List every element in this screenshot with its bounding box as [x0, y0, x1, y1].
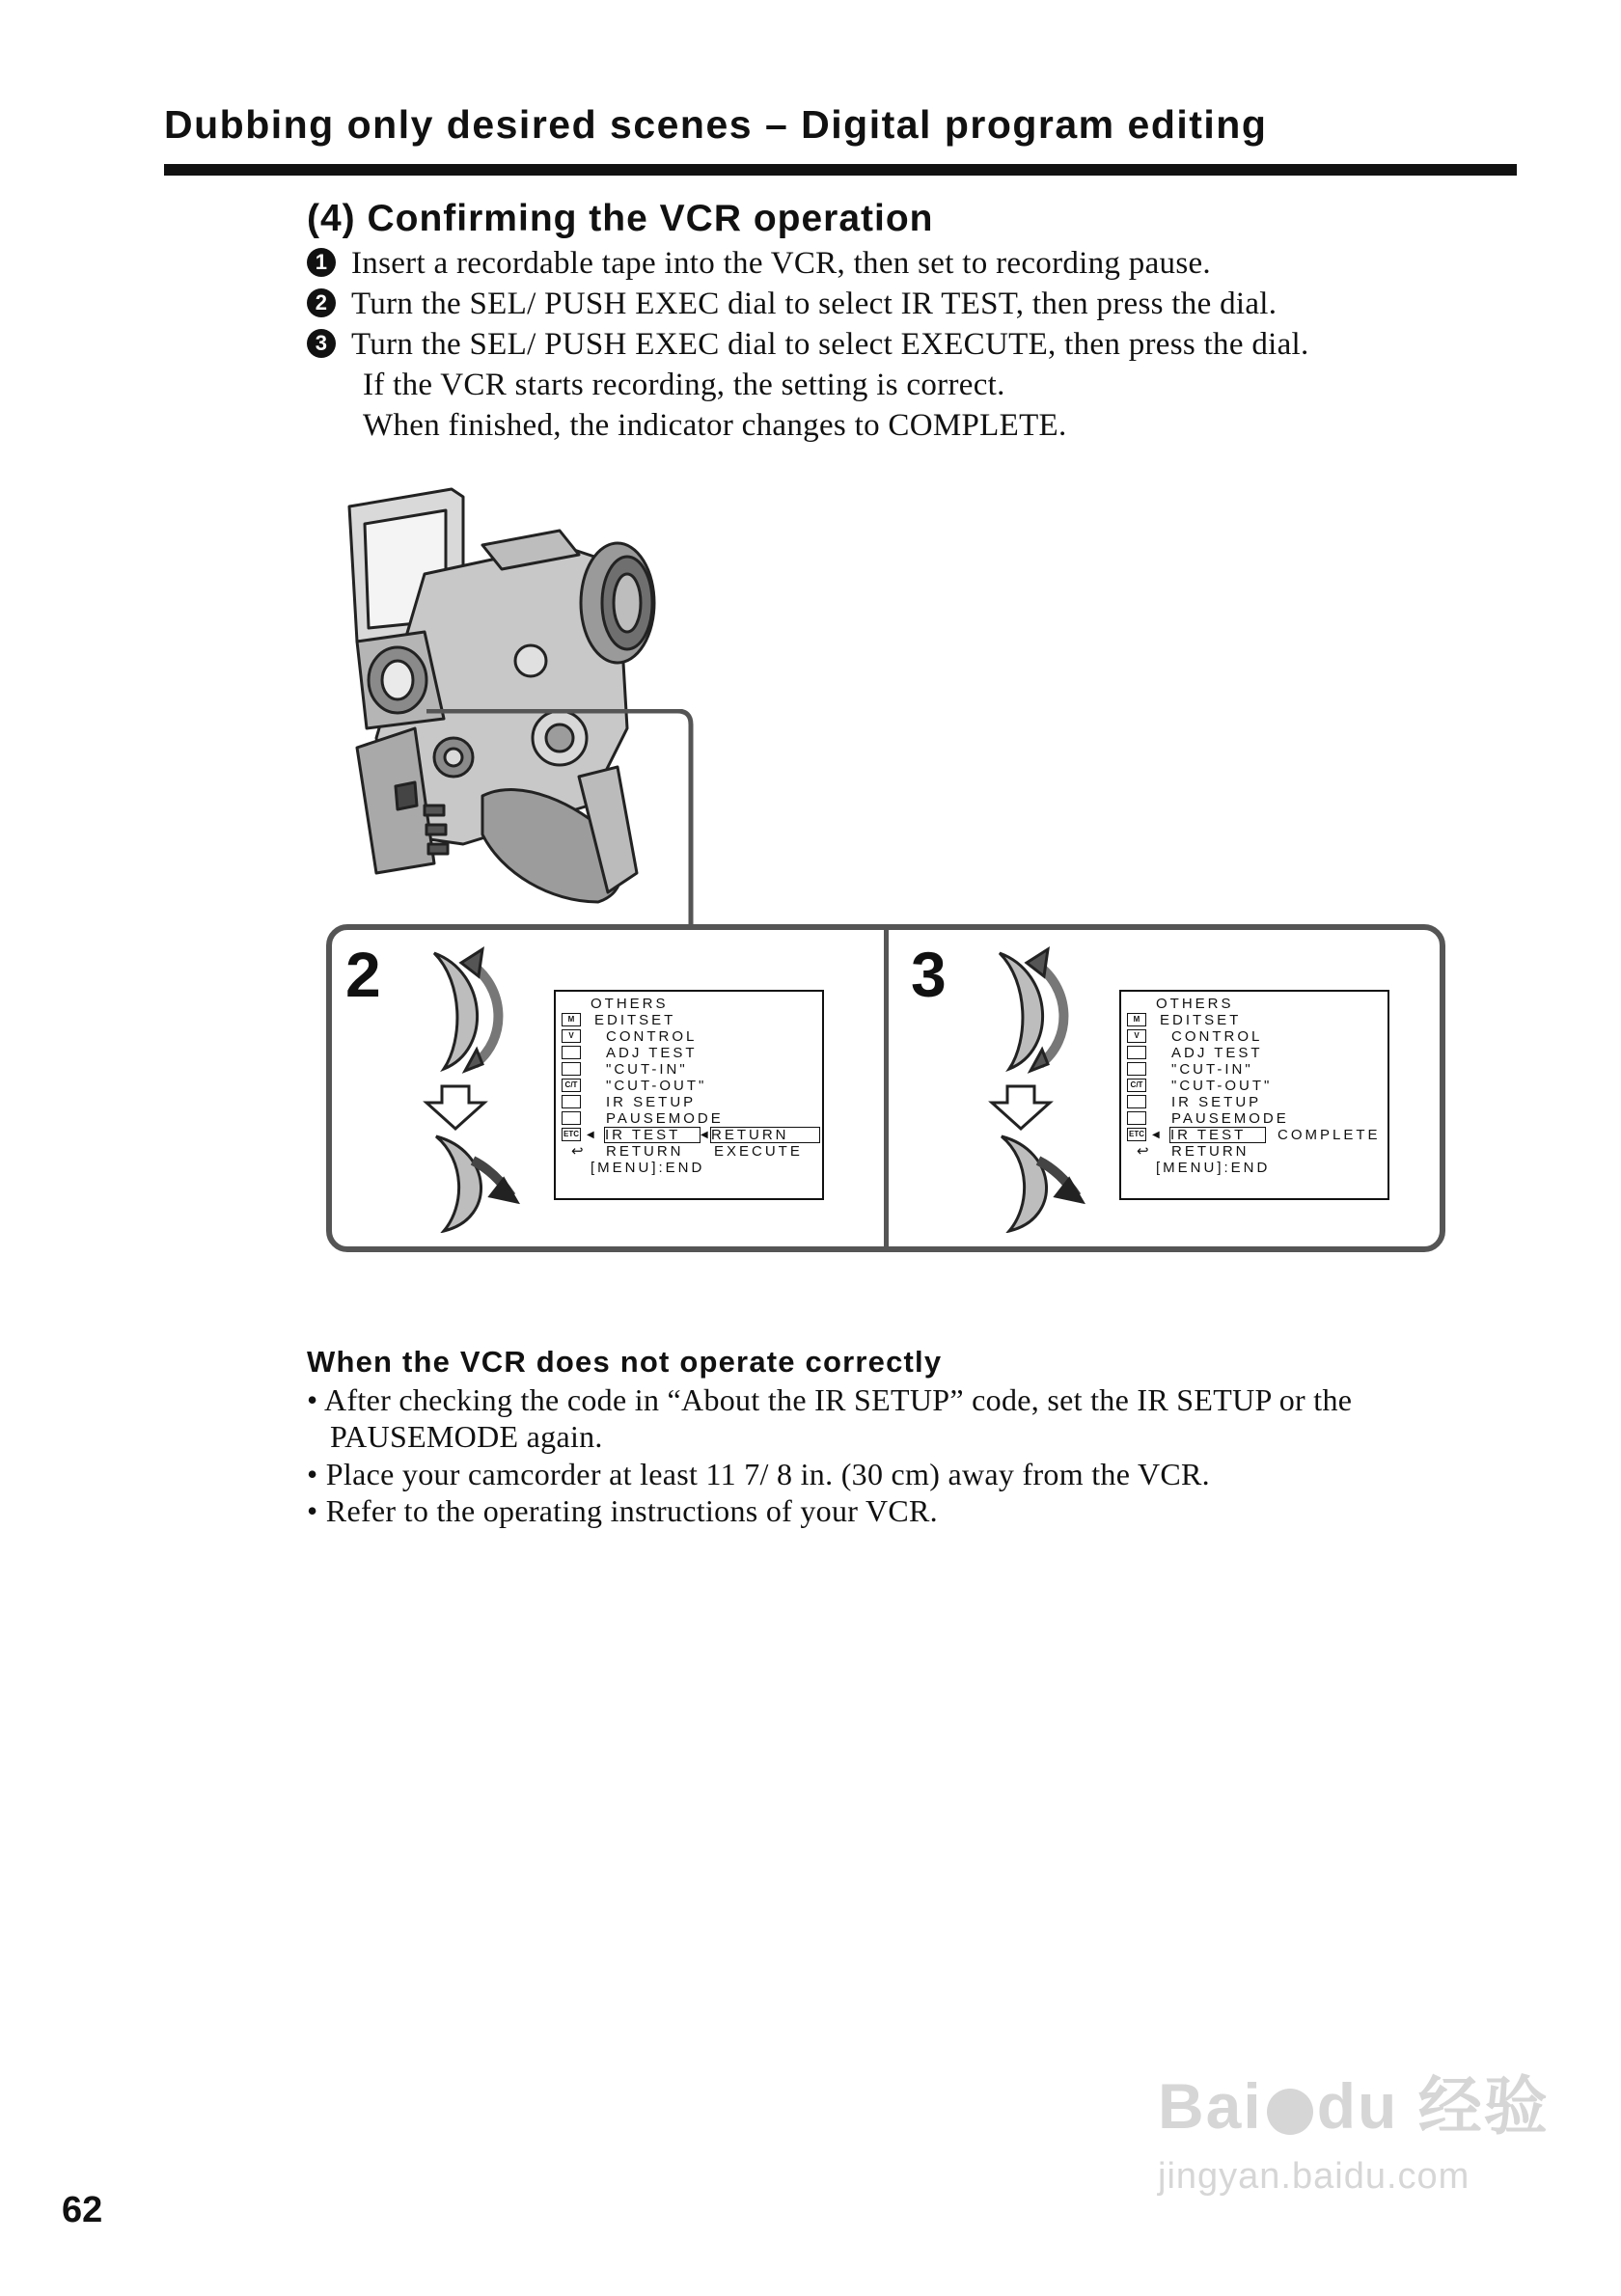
menu-line-editset: EDITSET	[1160, 1012, 1242, 1028]
note-bullet-2: • Place your camcorder at least 11 7/ 8 in. (30 cm) away from the VCR.	[307, 1457, 1210, 1491]
menu-line-editset: EDITSET	[594, 1012, 676, 1028]
etc-menu-icon: ETC	[562, 1128, 581, 1141]
return-icon: ↩	[1137, 1143, 1152, 1160]
tape-menu-icon	[562, 1062, 581, 1076]
step-3-continuation-1: If the VCR starts recording, the setting is correct.	[363, 368, 1005, 402]
note-bullet-1: • After checking the code in “About the IR SETUP” code, set the IR SETUP or the	[307, 1382, 1353, 1417]
tape-menu-icon	[1127, 1062, 1146, 1076]
menu-line-cut-in: "CUT-IN"	[606, 1061, 688, 1078]
menu-line-pausemode: PAUSEMODE	[1171, 1110, 1289, 1127]
step-2	[307, 287, 1277, 322]
menu-line-ir-test-selected: IR TEST	[604, 1127, 701, 1143]
header-rule	[164, 164, 1517, 176]
step-number-3: 3	[307, 329, 336, 358]
step-3-continuation-2: When finished, the indicator changes to COMPLETE.	[363, 408, 1067, 443]
cassette-menu-icon: C/T	[562, 1079, 581, 1092]
menu-line-menu-end: [MENU]:END	[591, 1160, 705, 1176]
step-3-text: Turn the SEL/ PUSH EXEC dial to select EXECUTE, then press the dial.	[351, 327, 1309, 362]
notes-title: When the VCR does not operate correctly	[307, 1345, 943, 1379]
menu-line-adj-test: ADJ TEST	[606, 1045, 698, 1061]
step-2-text: Turn the SEL/ PUSH EXEC dial to select IR TEST, then press the dial.	[351, 287, 1278, 321]
menu-line-others: OTHERS	[591, 996, 669, 1012]
step-1	[307, 246, 1211, 282]
note-bullet-1-continuation: PAUSEMODE again.	[330, 1419, 603, 1454]
selection-arrow-icon: ◀	[1152, 1130, 1163, 1140]
video-menu-icon: V	[562, 1029, 581, 1043]
menu-screen-step-2	[554, 990, 824, 1200]
setup-menu-icon	[1127, 1111, 1146, 1125]
menu-screen-step-3	[1119, 990, 1389, 1200]
baidu-watermark	[1158, 2055, 1550, 2198]
menu-line-cut-out: "CUT-OUT"	[1171, 1078, 1273, 1094]
menu-line-ir-test-selected: IR TEST	[1169, 1127, 1266, 1143]
step-3	[307, 327, 1309, 363]
panel-divider	[884, 928, 889, 1252]
menu-line-others: OTHERS	[1156, 996, 1234, 1012]
dial-rotate-illustration	[415, 943, 521, 1233]
watermark-cn: 经验	[1417, 2070, 1550, 2142]
step-number-2: 2	[307, 288, 336, 317]
panel-step-2-label: 2	[345, 939, 381, 1010]
menu-line-ir-setup: IR SETUP	[606, 1094, 697, 1110]
menu-line-return: RETURN	[606, 1143, 684, 1160]
submenu-arrow-icon: ◀	[701, 1130, 711, 1140]
setup-menu-icon	[562, 1111, 581, 1125]
watermark-url: jingyan.baidu.com	[1158, 2156, 1470, 2197]
etc-menu-icon: ETC	[1127, 1128, 1146, 1141]
callout-connector	[425, 709, 695, 931]
menu-line-cut-in: "CUT-IN"	[1171, 1061, 1253, 1078]
camera-menu-icon	[562, 1046, 581, 1059]
menu-line-control: CONTROL	[1171, 1028, 1263, 1045]
manual-menu-icon: M	[1127, 1013, 1146, 1026]
menu-line-adj-test: ADJ TEST	[1171, 1045, 1263, 1061]
note-bullet-3: • Refer to the operating instructions of your VCR.	[307, 1493, 938, 1528]
lcd-menu-icon	[1127, 1095, 1146, 1108]
submenu-option-execute: EXECUTE	[714, 1143, 803, 1160]
step-1-text: Insert a recordable tape into the VCR, then set to recording pause.	[351, 246, 1211, 281]
page-number: 62	[62, 2190, 103, 2230]
panel-step-3-label: 3	[911, 939, 947, 1010]
paw-logo-icon	[1267, 2089, 1313, 2135]
watermark-brand-du: du	[1316, 2070, 1399, 2142]
menu-line-pausemode: PAUSEMODE	[606, 1110, 724, 1127]
menu-line-return: RETURN	[1171, 1143, 1250, 1160]
camera-menu-icon	[1127, 1046, 1146, 1059]
status-complete: COMPLETE	[1278, 1127, 1381, 1143]
step-number-1: 1	[307, 248, 336, 277]
return-icon: ↩	[571, 1143, 587, 1160]
submenu-option-return: RETURN	[710, 1127, 820, 1143]
video-menu-icon: V	[1127, 1029, 1146, 1043]
lcd-menu-icon	[562, 1095, 581, 1108]
manual-menu-icon: M	[562, 1013, 581, 1026]
dial-press-illustration	[980, 943, 1086, 1233]
section-title: (4) Confirming the VCR operation	[307, 198, 934, 239]
menu-line-ir-setup: IR SETUP	[1171, 1094, 1262, 1110]
watermark-brand-bai: Bai	[1158, 2070, 1263, 2142]
menu-line-cut-out: "CUT-OUT"	[606, 1078, 707, 1094]
page-header-title: Dubbing only desired scenes – Digital program editing	[164, 102, 1268, 147]
menu-line-control: CONTROL	[606, 1028, 698, 1045]
selection-arrow-icon: ◀	[587, 1130, 597, 1140]
cassette-menu-icon: C/T	[1127, 1079, 1146, 1092]
menu-line-menu-end: [MENU]:END	[1156, 1160, 1271, 1176]
